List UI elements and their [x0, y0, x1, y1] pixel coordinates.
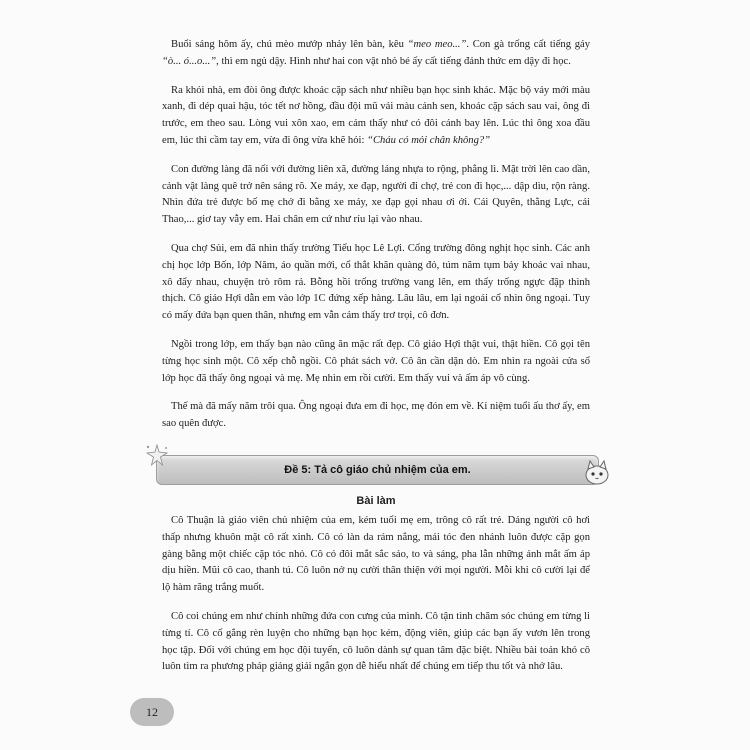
paragraph — [162, 609, 590, 676]
text-run: Con đường làng đã nối với đường liên xã, đường láng nhựa to rộng, phẳng lì. Mặt trời lên cao dần, cảnh vật làng quê trở nên sáng rõ. Xe máy, xe đạp, người đi chợ, trẻ con đi học,... dập dìu, rộn ràng. Nhìn đứa trẻ được bố mẹ chở đi bằng xe máy, xe đạp gọi nhau ơi ới. Cái Quyên, thằng Lực, cái Thao,... giơ tay vẫy em. Hai chân em cứ như ríu lại vào nhau. — [162, 163, 590, 226]
section-heading: Đề 5: Tả cô giáo chủ nhiệm của em. — [284, 463, 471, 476]
paragraph — [162, 162, 590, 229]
paragraph — [162, 337, 590, 387]
paragraph — [162, 399, 590, 433]
text-run: Qua chợ Sủi, em đã nhìn thấy trường Tiểu học Lê Lợi. Cổng trường đông nghịt học sinh. Các anh chị học lớp Bốn, lớp Năm, áo quần mới, cổ thắt khăn quàng đỏ, túm năm tụm bảy khoác vai nhau, xô đẩy nhau, chuyện trò rôm rả. Bỗng hồi trống trường vang lên, em thấy trống ngực đập thình thịch. Cô giáo Hợi dẫn em vào lớp 1C đứng xếp hàng. Lâu lâu, em lại ngoái cổ nhìn ông ngoại. Tuy có mấy đứa bạn quen thân, nhưng em vẫn cảm thấy trơ trọi, cô đơn. — [162, 242, 590, 322]
text-run: , thì em ngủ dậy. Hình như hai con vật nhỏ bé ấy cất tiếng đánh thức em dậy đi học. — [216, 55, 571, 67]
essay-subtitle: Bài làm — [356, 494, 396, 507]
sparkle-icon — [145, 444, 169, 466]
paragraph — [162, 37, 590, 71]
text-run: Ra khỏi nhà, em đòi ông được khoác cặp sách như nhiều bạn học sinh khác. Mặc bộ váy mới màu xanh, đi dép quai hậu, tóc tết nơ hồng, đầu đội mũ vải màu cánh sen, khoác cặp sách sau vai, ông đi trước, em theo sau. Lòng vui xôn xao, em cảm thấy như có đôi cánh bay lên. Lúc thì ông xoa đầu em, lúc thì cầm tay em, vừa đi ông vừa khẽ hỏi: — [162, 84, 590, 146]
story-paragraphs — [162, 37, 590, 433]
text-run: Buổi sáng hôm ấy, chú mèo mướp nhảy lên bàn, kêu — [171, 39, 408, 50]
essay-paragraphs — [162, 513, 590, 676]
text-run: Thế mà đã mấy năm trôi qua. Ông ngoại đưa em đi học, mẹ đón em về. Kỉ niệm tuổi ấu thơ ấy, em sao quên được. — [162, 401, 590, 430]
italic-quote: “ò... ó...o...” — [162, 55, 217, 67]
paragraph — [162, 241, 590, 325]
italic-quote: “meo meo...” — [407, 39, 467, 50]
cat-icon — [582, 458, 612, 486]
text-run: . Con gà trống cất tiếng gáy — [466, 39, 591, 50]
paragraph — [162, 513, 590, 597]
text-run: Cô coi chúng em như chính những đứa con cưng của mình. Cô tận tình chăm sóc chúng em từng li từng tí. Cô cố gắng rèn luyện cho những bạn học kém, động viên, giúp các bạn ấy vươn lên trong học tập. Đối với chúng em học đội tuyển, cô luôn dành sự quan tâm đặc biệt. Nhiều bài toán khó cô luôn tìm ra phương pháp giảng giải ngắn gọn dễ hiểu nhất để chúng em tiếp thu tốt và nhớ lâu. — [162, 610, 590, 673]
text-run: Ngồi trong lớp, em thấy bạn nào cũng ăn mặc rất đẹp. Cô giáo Hợi thật vui, thật hiền. Cô gọi tên từng học sinh một. Cô xếp chỗ ngồi. Cô phát sách vở. Cô ân cần dặn dò. Em nhìn ra ngoài cửa sổ lớp học đã thấy ông ngoại và mẹ. Mẹ nhìn em rồi cười. Em thấy vui và ấm áp vô cùng. — [162, 338, 590, 384]
paragraph — [162, 83, 590, 150]
page-number-badge — [130, 698, 174, 726]
section-heading-bar — [156, 455, 599, 485]
text-run: Cô Thuận là giáo viên chủ nhiệm của em, kém tuổi mẹ em, trông cô rất trẻ. Dáng người cô hơi thấp nhưng khuôn mặt cô rất xinh. Cô có làn da rám nắng, mái tóc đen nhánh luôn được cặp gọn gàng bằng một chiếc cặp tóc nhỏ. Cô có đôi mắt sắc sảo, to và sáng, pha lẫn những ánh mắt ấm áp dịu hiền. Mũi cô cao, thanh tú. Cô luôn nở nụ cười thân thiện với mọi người. Mỗi khi cô cười lại để lộ hàm răng trắng muốt. — [162, 514, 590, 594]
page-number: 12 — [146, 704, 158, 719]
italic-quote: “Cháu có mỏi chân không?” — [367, 134, 491, 146]
page-content — [162, 37, 590, 688]
